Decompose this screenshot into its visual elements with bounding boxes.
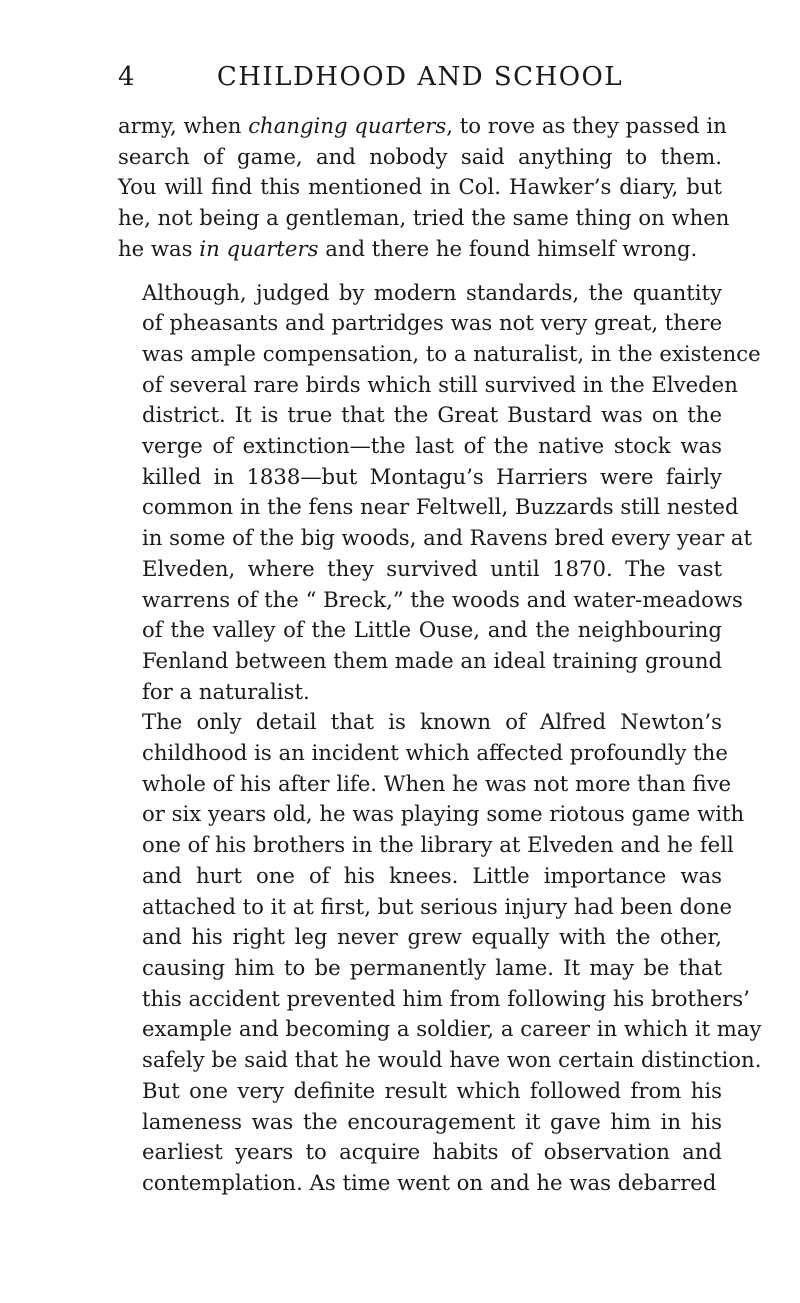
text-run: one of his brothers in the library at Elveden and he fell [142,832,734,858]
text-run: warrens of the “ Breck,” the woods and water-meadows [142,586,743,612]
text-line [118,142,722,173]
text-run: , to rove as they passed in [446,113,727,138]
text-run: search of game, and nobody said anything to them. [118,143,722,169]
text-line [118,1014,762,1045]
text-line [118,1137,722,1168]
text-run: verge of extinction—the last of the native stock was [142,433,722,459]
text-line [118,554,722,585]
text-run: contemplation. As time went on and he was debarred [142,1169,717,1195]
text-run: example and becoming a soldier, a career in which it may [142,1016,762,1042]
text-line [118,278,722,309]
text-run: or six years old, he was playing some riotous game with [142,801,745,827]
text-line [118,799,745,830]
running-head [118,62,722,98]
text-run: earliest years to acquire habits of observation and [142,1139,722,1165]
text-line [118,492,739,523]
text-run: of several rare birds which still survived in the Elveden [142,371,738,397]
text-run: in some of the big woods, and Ravens bred every year at [142,525,753,551]
text-line [118,111,727,142]
text-line [118,830,734,861]
text-line [118,646,722,677]
text-line [118,769,732,800]
text-line [118,339,761,370]
text-run: this accident prevented him from following his brothers’ [142,985,750,1011]
italic-run: in quarters [199,235,319,261]
text-line [118,738,728,769]
text-run: and his right leg never grew equally with the other, [142,924,722,950]
text-line [118,431,722,462]
text-run: safely be said that he would have won certain distinction. [142,1047,762,1073]
text-run: of pheasants and partridges was not very great, there [142,310,723,336]
text-line [118,922,722,953]
text-run: and hurt one of his knees. Little importance was [142,862,722,888]
paragraph-1 [118,111,730,265]
body-text [118,111,762,1199]
text-run: common in the fens near Feltwell, Buzzards still nested [142,494,739,520]
text-run: The only detail that is known of Alfred Newton’s [142,709,722,735]
text-run: of the valley of the Little Ouse, and the neighbouring [142,617,722,643]
text-line [118,1076,722,1107]
paragraph-2 [118,278,761,708]
text-line [118,1045,762,1076]
text-line [118,462,722,493]
text-line [118,677,722,708]
text-run: childhood is an incident which affected profoundly the [142,740,728,766]
text-line [118,892,733,923]
text-run: causing him to be permanently lame. It may be that [142,954,722,980]
text-line [118,1168,722,1199]
text-run: for a naturalist. [142,678,310,704]
italic-run: changing quarters [248,113,447,138]
text-line [118,203,730,234]
text-run: Elveden, where they survived until 1870. The vast [142,555,722,581]
text-line [118,615,722,646]
paragraph-3 [118,707,762,1198]
text-run: and there he found himself wrong. [318,235,698,261]
text-run: But one very definite result which followed from his [142,1077,722,1103]
running-title: CHILDHOOD AND SCHOOL [216,62,624,92]
text-line [118,707,722,738]
text-run: Fenland between them made an ideal training ground [142,647,723,673]
text-run: army, when [118,113,249,138]
text-line [118,400,722,431]
text-line [118,1107,722,1138]
paragraph-gap [118,265,722,278]
text-run: attached to it at first, but serious injury had been done [142,893,733,919]
text-run: You will find this mentioned in Col. Hawker’s diary, but [118,174,722,200]
text-line [118,172,722,203]
text-line [118,370,738,401]
text-run: lameness was the encouragement it gave him in his [142,1108,722,1134]
text-run: killed in 1838—but Montagu’s Harriers were fairly [142,463,722,489]
text-run: Although, judged by modern standards, the quantity [142,279,722,305]
text-line [118,984,750,1015]
text-line [118,308,722,339]
text-run: district. It is true that the Great Bustard was on the [142,402,722,428]
text-run: he, not being a gentleman, tried the same thing on when [118,205,730,231]
text-line [118,861,722,892]
text-line [118,585,743,616]
text-line [118,234,722,265]
text-line [118,523,753,554]
text-run: was ample compensation, to a naturalist, in the existence [142,340,761,366]
text-run: whole of his after life. When he was not more than five [142,770,732,796]
text-line [118,953,722,984]
page-number: 4 [118,62,136,92]
text-run: he was [118,235,200,261]
